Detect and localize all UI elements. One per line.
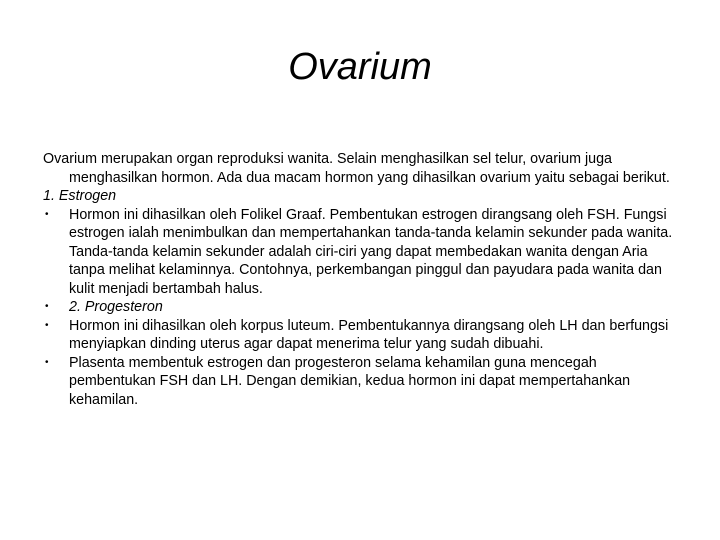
intro-paragraph: Ovarium merupakan organ reproduksi wanita. Selain menghasilkan sel telur, ovarium juga menghasilkan hormon. Ada dua macam hormon yang dihasilkan ovarium yaitu sebagai berikut.: [43, 151, 670, 186]
bullet-item: [43, 206, 683, 299]
bullet-marker: •: [45, 301, 49, 312]
bullet-marker: •: [45, 356, 49, 368]
slide-title: Ovarium: [288, 46, 432, 88]
bullet-item: [43, 298, 683, 317]
bullet-text-estrogen: Hormon ini dihasilkan oleh Folikel Graaf. Pembentukan estrogen dirangsang oleh FSH. Fungsi estrogen ialah menimbulkan dan mempertahankan tanda-tanda kelamin sekunder pada wanita. Tanda-tanda kelamin sekunder adalah ciri-ciri yang dapat membedakan wanita dengan Aria tanpa melihat kelaminnya. Contohnya, perkembangan pinggul dan payudara pada wanita dan kulit menjadi bertambah halus.: [69, 206, 673, 297]
bullet-marker: •: [45, 208, 49, 220]
bullet-text-progesteron: Hormon ini dihasilkan oleh korpus luteum. Pembentukannya dirangsang oleh LH dan berfungsi menyiapkan dinding uterus agar dapat menerima telur yang sudah dibuahi.: [69, 317, 669, 352]
heading-estrogen: 1. Estrogen: [43, 188, 117, 204]
slide-body: [43, 150, 683, 409]
bullet-item: [43, 354, 683, 410]
bullet-text-plasenta: Plasenta membentuk estrogen dan progesteron selama kehamilan guna mencegah pembentukan FSH dan LH. Dengan demikian, kedua hormon ini dapat mempertahankan kehamilan.: [69, 354, 631, 408]
bullet-item: [43, 317, 683, 354]
bullet-marker: •: [45, 319, 49, 331]
heading-progesteron: 2. Progesteron: [69, 299, 163, 315]
